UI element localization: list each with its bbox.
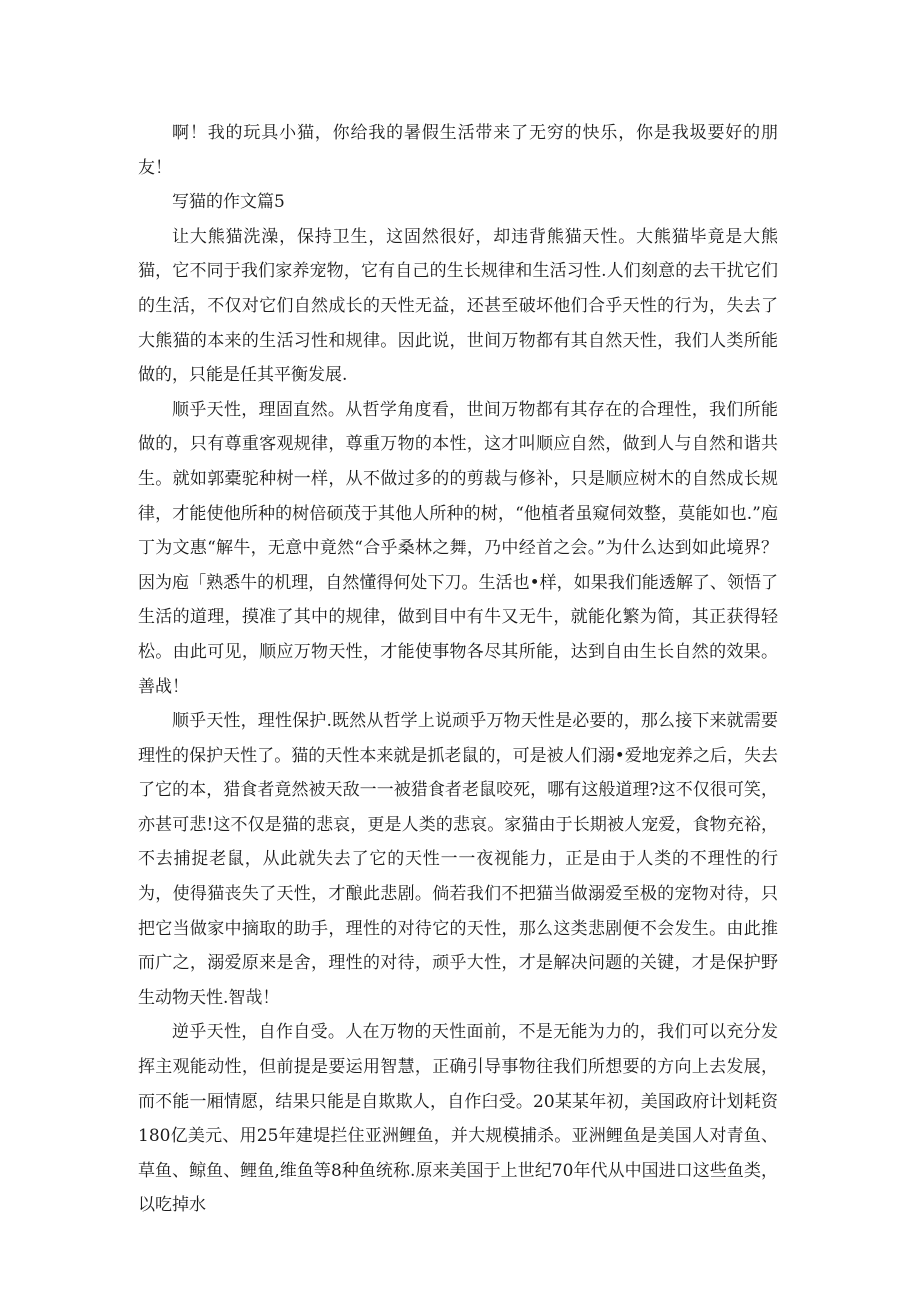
section-heading: 写猫的作文篇5 [172,192,285,213]
paragraph-closing: 啊！我的玩具小猫，你给我的暑假生活带来了无穷的快乐，你是我圾要好的朋友！ [138,123,778,178]
paragraph-2: 顺乎天性，理固直然。从哲学角度看，世间万物都有其存在的合理性，我们所能做的，只有尊重客观规律，尊重万物的本性，这才叫顺应自然，做到人与自然和谐共生。就如郭橐驼种树一样，从不做过多的的剪裁与修补，只是顺应树木的自然成长规律，才能使他所种的树倍硕茂于其他人所种的树，“他植者虽窥伺效整，莫能如也.”庖丁为文惠“解牛，无意中竟然“合乎桑林之舞，乃中经首之会。”为什么达到如此境界？因为庖「熟悉牛的机理，自然懂得何处下刀。生活也•样，如果我们能透解了、领悟了生活的道理，摸准了其中的规律，做到目中有牛又无牛，就能化繁为简，其正获得轻松。由此可见，顺应万物天性，才能使事物各尽其所能，达到自由生长自然的效果。善战！ [138,399,778,697]
paragraph-4: 逆乎天性，自作自受。人在万物的天性面前，不是无能为力的，我们可以充分发挥主观能动性，但前提是要运用智慧，正确引导事物往我们所想要的方向上去发展，而不能一厢情愿，结果只能是自欺欺人，自作臼受。20某某年初，美国政府计划耗资180亿美元、用25年建堤拦住亚洲鲤鱼，并大规模捕杀。亚洲鲤鱼是美国人对青鱼、草鱼、鲸鱼、鲤鱼,维鱼等8种鱼统称.原来美国于上世纪70年代从中国进口这些鱼类，以吃掉水 [138,1022,778,1216]
paragraph-3: 顺乎天性，理性保护.既然从哲学上说顽乎万物天性是必要的，那么接下来就需要理性的保护天性了。猫的天性本来就是抓老鼠的，可是被人们溺•爱地宠养之后，失去了它的本，猎食者竟然被天敌一一被猎食者老鼠咬死，哪有这般道理?这不仅很可笑，亦甚可悲!这不仅是猫的悲哀，更是人类的悲哀。家猫由于长期被人宠爱，食物充裕，不去捕捉老鼠，从此就失去了它的天性一一夜视能力，正是由于人类的不理性的行为，使得猫丧失了天性，才酿此悲剧。倘若我们不把猫当做溺爱至极的宠物对待，只把它当做家中摘取的助手，理性的对待它的天性，那么这类悲剧便不会发生。由此推而广之，溺爱原来是舍，理性的对待，顽乎大性，才是解决问题的关键，才是保护野生动物天性.智哉！ [138,711,778,1008]
document-page [138,116,778,1223]
paragraph-1: 让大熊猫洗澡，保持卫生，这固然很好，却违背熊猫天性。大熊猫毕竟是大熊猫，它不同于我们家养宠物，它有自己的生长规律和生活习性.人们刻意的去干扰它们的生活，不仅对它们自然成长的天性无益，还甚至破坏他们合乎天性的行为，失去了大熊猫的本来的生活习性和规律。因此说，世间万物都有其自然天性，我们人类所能做的，只能是任其平衡发展. [138,226,778,386]
